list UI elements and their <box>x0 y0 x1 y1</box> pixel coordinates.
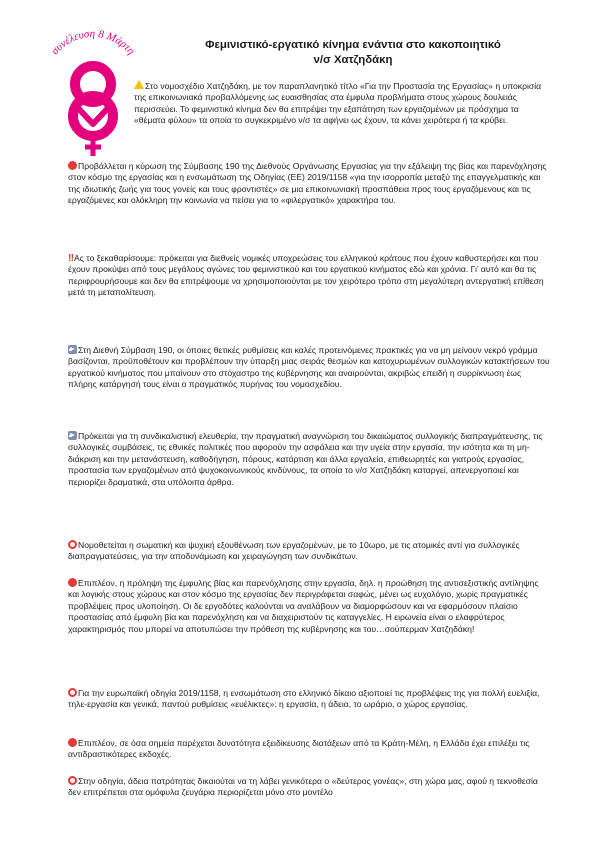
paragraph-union-freedom: Πρόκειται για τη συνδικαλιστική ελευθερία, την πραγματική αναγνώριση του δικαιώματος συλλογικής διαπραγμάτευσης, τις συλλογικές συμβάσεις, τις εθνικές πολιτικές που αφορούν την ασφάλεια και την υγεία στην εργασία, την ισότητα και τη μη-διάκριση και την μετανάστευση, καθοδήγηση, πόρους, κατάρτιση και άλλα εργαλεία, επιθεωρητές και γιατρούς εργασίας, προστασία των εργαζομένων από ψυχοκοινωνικούς κινδύνους, τα οποία το ν/σ Χατζηδάκη καταργεί, απενεργοποιεί και περιορίζει δραματικά, στα υπόλοιπα άρθρα. <box>68 431 543 487</box>
paragraph-prevention: Επιπλέον, η πρόληψη της έμφυλης βίας και παρενόχλησης στην εργασία, δηλ. η προώθηση της αντισεξιστικής αντίληψης και λογικής στους χώρους και στον κόσμο της εργασίας δεν περιγράφεται σαφώς, μένει ως ευχολόγιο, χωρίς πραγματικές προβλέψεις προς υλοποίηση. Οι δε εργοδότες καλούνται να αναλάβουν να διαμορφώσουν και να εφαρμόσουν πλαίσιο προστασίας από έμφυλη βία και παρενόχληση και να διαχειριστούν τις καταγγελίες. Η ειρωνεία είναι ο ελαφρύτερος χαρακτηρισμός που μπορεί να αποτυπώσει την πρόθεση της κυβέρνησης και του…σούπερμαν Χατζηδάκη! <box>68 578 539 634</box>
red-circle-icon <box>68 738 77 747</box>
paragraph-member-states: Επιπλέον, σε όσα σημεία παρέχεται δυνατότητα εξειδίκευσης διατάξεων από τα Κράτη-Μέλη, η Ελλάδα έχει επιλέξει τις αντιδραστικότερες εκδοχές. <box>68 738 530 760</box>
right-arrow-icon <box>68 345 77 354</box>
double-exclamation-icon: ‼ <box>68 253 74 264</box>
title-line-2: ν/σ Χατζηδάκη <box>313 54 393 66</box>
warning-icon <box>134 80 144 89</box>
red-circle-icon <box>68 161 77 170</box>
paragraph-paternity-leave: Στην οδηγία, άδεια πατρότητας δικαιούται να τη λάβει γενικότερα ο «δεύτερος γονέας», στη χώρα μας, αφού η τεκνοθεσία δεν επιτρέπεται στα ομόφυλα ζευγάρια περιορίζεται μόνο στο μοντέλο <box>68 776 538 798</box>
paragraph-intro: Στο νομοσχέδιο Χατζηδάκη, με τον παραπλανητικό τίτλο «Για την Προστασία της Εργασίας» η υποκρισία της επικοινωνιακά προβαλλόμενης ως ευαισθησίας στα έμφυλα προβλήματα στους χώρους δουλειάς περισσεύει. Το φεμινιστικό κίνημα δεν θα επιτρέψει την εξαπάτηση των εργαζομένων με πρόσχημα τα «θέματα φύλου» τα οποία το συγκεκριμένο ν/σ τα αφήνει ως έχουν, τα κάνει χειρότερα ή τα κρύβει. <box>134 81 542 126</box>
paragraph-convention-190: Στη Διεθνή Σύμβαση 190, οι όποιες θετικές ρυθμίσεις και καλές προτεινόμενες πρακτικές για να μη μείνουν νεκρό γράμμα βασίζονται, προϋποθέτουν και προβλέπουν την ύπαρξη μιας σειράς θεσμών και κατοχυρωμένων συλλογικών κατακτήσεων του εργατικού κινήματος που μπαίνουν στο στόχαστρο της κυβέρνησης και αναιρούνται, ακριβώς επειδή η συρρίκνωση έως πλήρης κατάργησή τους είναι ο πραγματικός πυρήνας του νομοσχεδίου. <box>68 345 550 390</box>
logo-figure-eight-icon <box>73 66 113 156</box>
logo-arc-text: συνέλευση 8 Μάρτη <box>49 27 137 58</box>
red-ring-icon <box>68 540 77 549</box>
right-arrow-icon <box>68 431 77 440</box>
red-circle-icon <box>68 578 77 587</box>
title-line-1: Φεμινιστικό-εργατικό κίνημα ενάντια στο κακοποιητικό <box>205 39 501 51</box>
paragraph-convention-ratification: Προβάλλεται η κύρωση της Σύμβασης 190 της Διεθνούς Οργάνωσης Εργασίας για την εξάλειψη της βίας και παρενόχλησης στον κόσμο της εργασίας και η ενσωμάτωση της Οδηγίας (ΕΕ) 2019/1158 «για την ισορροπία μεταξύ της επαγγελματικής και της ιδιωτικής ζωής για τους γονείς και τους φροντιστές» σε μια επικοινωνιακή προσπάθεια προς τους εργαζόμενους και τις εργαζόμενες και ολόκληρη την κοινωνία να πείσει για το «φιλεργατικό» χαρακτήρα του. <box>68 161 547 206</box>
paragraph-clarification: ‼Ας το ξεκαθαρίσουμε: πρόκειται για διεθνείς νομικές υποχρεώσεις του ελληνικού κράτους που έχουν καθυστερήσει και που έχουν προκύψει από τους μεγάλους αγώνες του φεμινιστικού και του εργατικού κινήματος εδώ και χρόνια. Γι’ αυτό και θα τις περιφρουρήσουμε και δεν θα επιτρέψουμε να χρησιμοποιούνται με τον χειρότερο τρόπο στη μεγαλύτερη αντεργατική επίθεση μετά τη μεταπολίτευση. <box>68 253 544 298</box>
paragraph-eu-directive: Για την ευρωπαϊκή οδηγία 2019/1158, η ενσωμάτωση στο ελληνικό δίκαιο αξιοποιεί τις προβλέψεις της για πολλή ευελιξία, τηλε-εργασία και γενικά, παντού ρυθμίσεις «ευέλικτες»: η εργασία, η άδεια, το ωράριο, ο χώρος εργασίας. <box>68 688 540 710</box>
red-ring-icon <box>68 688 77 697</box>
document-title <box>158 38 548 68</box>
red-ring-icon <box>68 776 77 785</box>
paragraph-exhaustion: Νομοθετείται η σωματική και ψυχική εξουθένωση των εργαζομένων, με το 10ωρο, με τις ατομικές αντί για συλλογικές διαπραγματεύσεις, για την αποδυνάμωση και χειραγώγηση των συνδικάτων. <box>68 540 520 562</box>
logo <box>38 26 148 161</box>
